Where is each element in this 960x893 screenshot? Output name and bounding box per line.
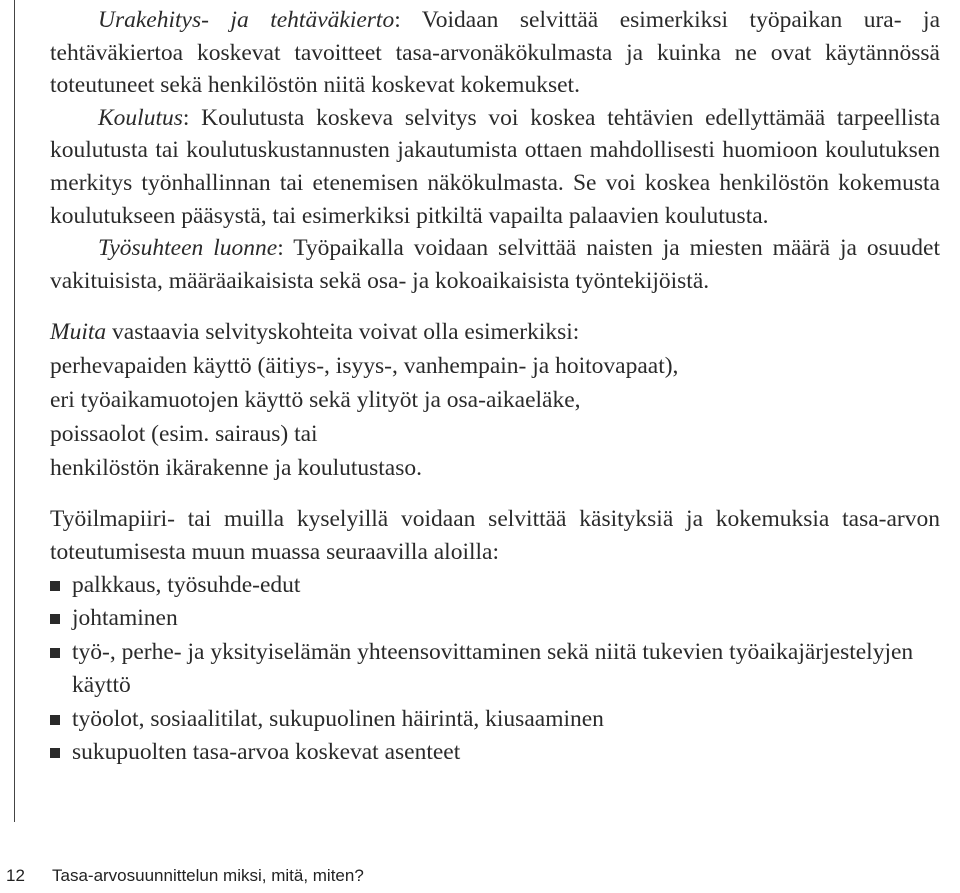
muita-intro <box>50 315 940 349</box>
page-footer <box>0 866 364 886</box>
page-body <box>50 4 940 770</box>
muita-line: poissaolot (esim. sairaus) tai <box>50 421 318 448</box>
paragraph-koulutus <box>50 102 940 232</box>
muita-line: henkilöstön ikärakenne ja koulutustaso. <box>50 455 423 482</box>
text-koulutus: : Koulutusta koskeva selvitys voi koskea tehtävien edellyttämää tarpeellista koulutusta tai koulutuskustannusten jakautumista ottaen mahdollisesti huomioon koulutuksen merkitys työnhallinnan tai etenemisen näkökulmasta. Se voi koskea henkilöstön kokemusta koulutukseen pääsystä, tai esimerkiksi pitkiltä vapailta palaavien koulutusta. <box>50 104 940 229</box>
spacer <box>50 485 940 503</box>
paragraph-tyosuhde <box>50 232 940 297</box>
survey-intro: Työilmapiiri- tai muilla kyselyillä voidaan selvittää käsityksiä ja kokemuksia tasa-arvon toteutumisesta muun muassa seuraavilla aloilla: <box>50 506 940 565</box>
paragraph-urakehitys <box>50 4 940 102</box>
margin-rule <box>14 0 15 822</box>
term-tyosuhde: Työsuhteen luonne <box>98 235 278 262</box>
term-urakehitys: Urakehitys- ja tehtäväkierto <box>98 7 395 33</box>
list-item: sukupuolten tasa-arvoa koskevat asenteet <box>50 736 940 770</box>
survey-block <box>50 503 940 769</box>
list-item: työ-, perhe- ja yksityiselämän yhteensovittaminen sekä niitä tukevien työaikajärjestelyjen käyttö <box>50 636 940 703</box>
footer-title: Tasa-arvosuunnittelun miksi, mitä, miten? <box>52 866 364 885</box>
muita-intro-text: vastaavia selvityskohteita voivat olla esimerkiksi: <box>106 319 580 346</box>
muita-line: perhevapaiden käyttö (äitiys-, isyys-, vanhempain- ja hoitovapaat), <box>50 353 679 380</box>
text-urakehitys: : Voidaan selvittää esimerkiksi työpaikan ura- ja tehtäväkiertoa koskevat tavoitteet tasa-arvonäkökulmasta ja kuinka ne ovat käytännössä toteutuneet sekä henkilöstön niitä koskevat kokemukset. <box>50 7 940 99</box>
text-tyosuhde: : Työpaikalla voidaan selvittää naisten ja miesten määrä ja osuudet vakituisista, määräaikaisista sekä osa- ja kokoaikaisista työntekijöistä. <box>50 235 940 294</box>
term-koulutus: Koulutus <box>98 104 183 131</box>
muita-line: eri työaikamuotojen käyttö sekä ylityöt ja osa-aikaeläke, <box>50 387 581 414</box>
list-item: palkkaus, työsuhde-edut <box>50 569 940 603</box>
page-number: 12 <box>6 866 25 885</box>
term-muita: Muita <box>50 319 107 346</box>
list-item: johtaminen <box>50 602 940 636</box>
list-item: työolot, sosiaalitilat, sukupuolinen häirintä, kiusaaminen <box>50 703 940 737</box>
spacer <box>50 297 940 315</box>
survey-bullet-list <box>50 569 940 770</box>
muita-block <box>50 315 940 485</box>
